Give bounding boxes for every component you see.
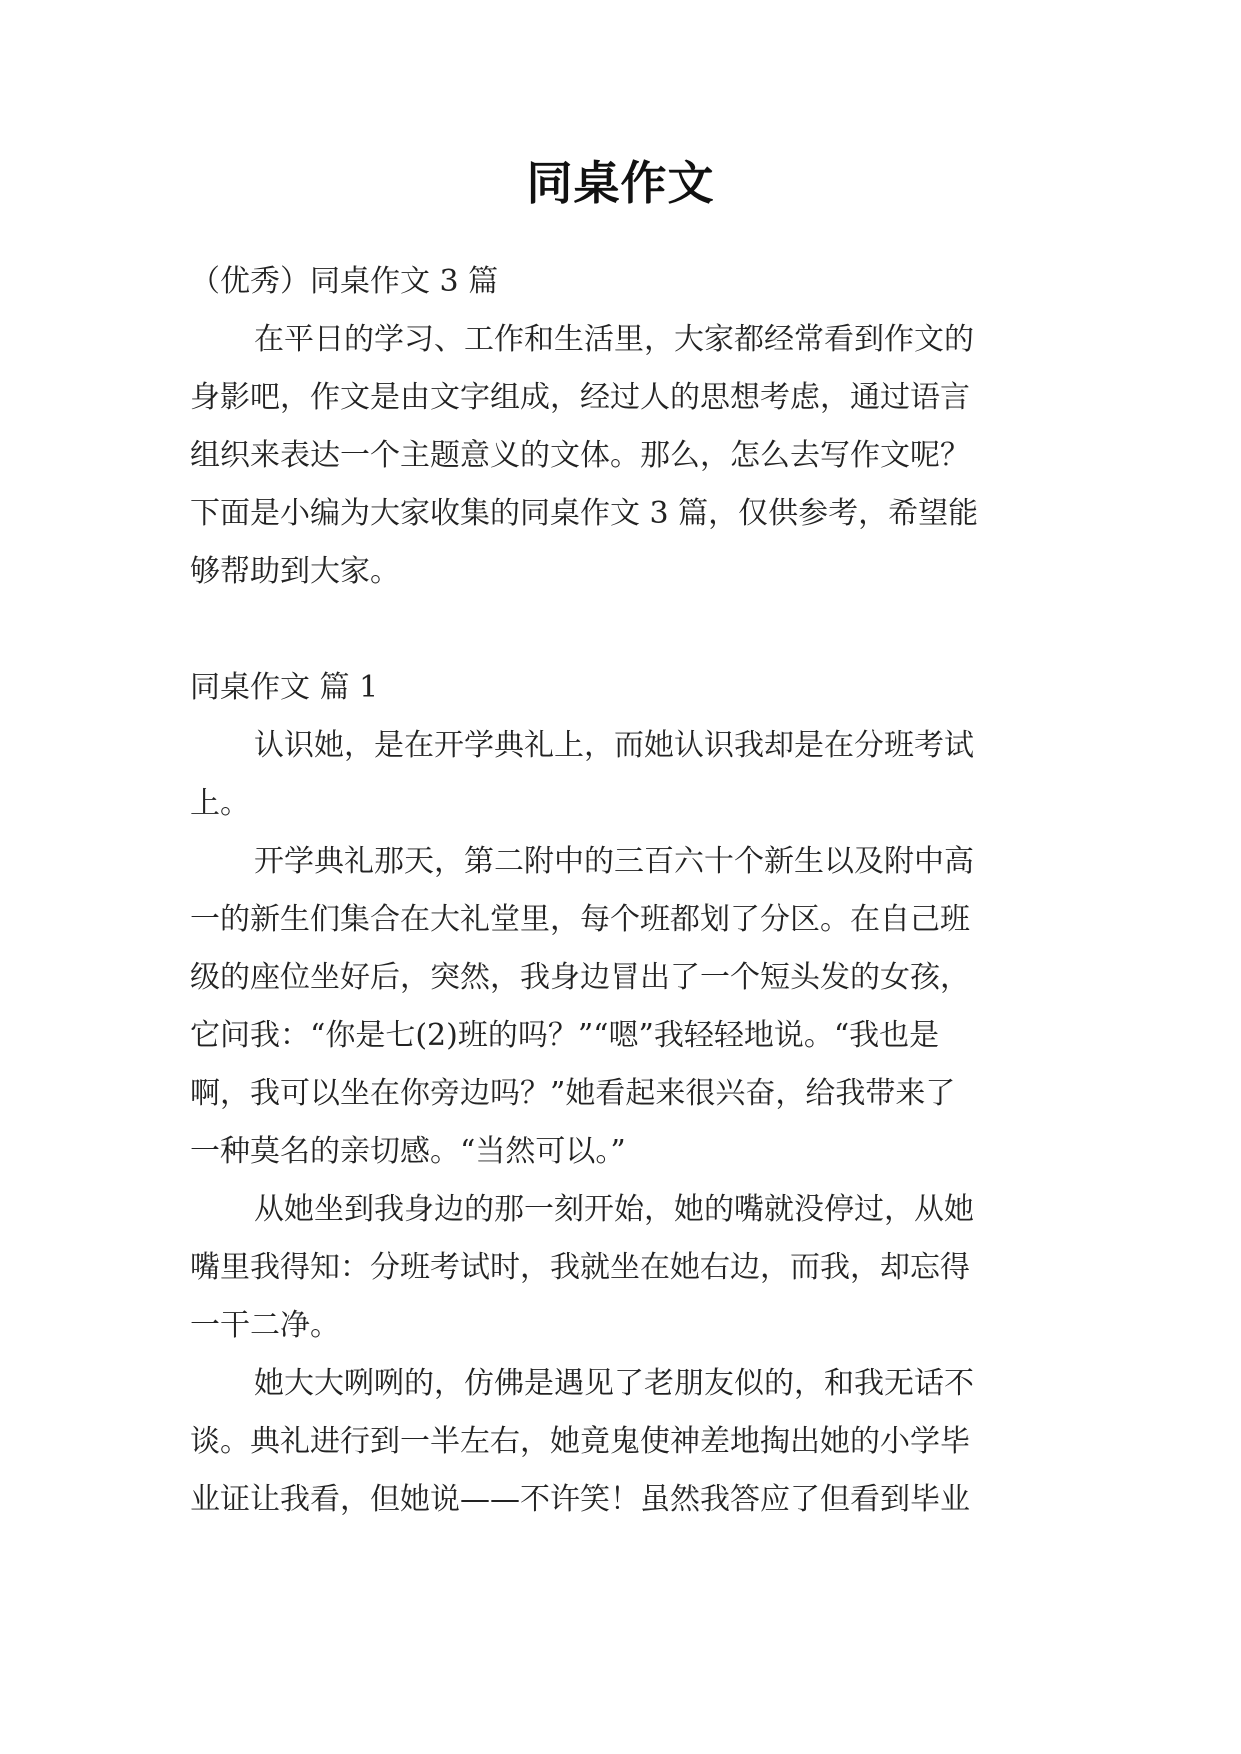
intro-line: 在平日的学习、工作和生活里，大家都经常看到作文的 xyxy=(254,322,974,357)
paragraph-line: 它问我：“你是七(2)班的吗？”“嗯”我轻轻地说。“我也是 xyxy=(190,1018,940,1053)
paragraph-line: 级的座位坐好后，突然，我身边冒出了一个短头发的女孩， xyxy=(190,960,970,995)
intro-line: 下面是小编为大家收集的同桌作文 3 篇，仅供参考，希望能 xyxy=(190,496,979,531)
paragraph-line: 她大大咧咧的，仿佛是遇见了老朋友似的，和我无话不 xyxy=(254,1366,974,1401)
paragraph-line: 认识她，是在开学典礼上，而她认识我却是在分班考试 xyxy=(254,728,974,763)
intro-line: 够帮助到大家。 xyxy=(190,554,400,589)
intro-line: 身影吧，作文是由文字组成，经过人的思想考虑，通过语言 xyxy=(190,380,970,415)
document-body xyxy=(190,253,1050,1529)
paragraph-line: 业证让我看，但她说——不许笑！虽然我答应了但看到毕业 xyxy=(190,1482,970,1517)
intro-line: 组织来表达一个主题意义的文体。那么，怎么去写作文呢？ xyxy=(190,438,970,473)
paragraph-line: 一干二净。 xyxy=(190,1308,340,1343)
paragraph-line: 上。 xyxy=(190,786,250,821)
paragraph-line: 谈。典礼进行到一半左右，她竟鬼使神差地掏出她的小学毕 xyxy=(190,1424,970,1459)
paragraph-line: 嘴里我得知：分班考试时，我就坐在她右边，而我，却忘得 xyxy=(190,1250,970,1285)
paragraph-line: 一的新生们集合在大礼堂里，每个班都划了分区。在自己班 xyxy=(190,902,970,937)
subtitle-line: （优秀）同桌作文 3 篇 xyxy=(190,264,499,299)
paragraph-line: 啊，我可以坐在你旁边吗？”她看起来很兴奋，给我带来了 xyxy=(190,1076,956,1111)
document-title: 同桌作文 xyxy=(526,156,715,210)
section-spacer xyxy=(190,601,1050,659)
paragraph-line: 一种莫名的亲切感。“当然可以。” xyxy=(190,1134,626,1169)
paragraph-line: 开学典礼那天，第二附中的三百六十个新生以及附中高 xyxy=(254,844,974,879)
paragraph-line: 从她坐到我身边的那一刻开始，她的嘴就没停过，从她 xyxy=(254,1192,974,1227)
section-heading: 同桌作文 篇 1 xyxy=(190,670,379,705)
